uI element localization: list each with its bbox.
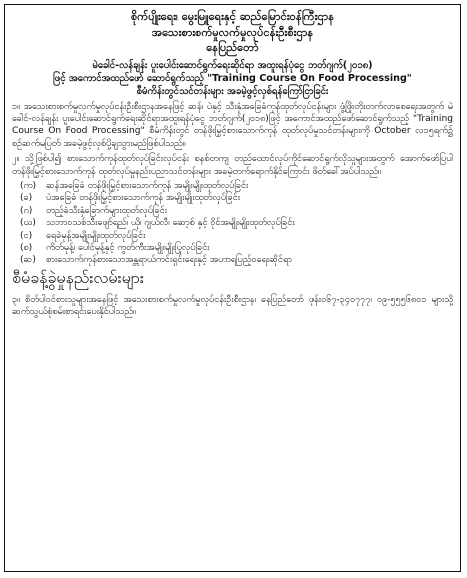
paragraph-1: ၁။ အသေးစားစက်မှုလက်မှုလုပ်ငန်းဦးစီးဌာနအနေဖြင့် ဆန်၊ ပဲနှင့် သီးနှံအခြေခံကုန်ထုတ်လုပ်ငန်းများ ဖွံ့ဖြိုးတိုးတက်လာစေရေးအတွက် မဲခေါင်-လန်ချန်း ပူးပေါင်းဆောင်ရွက်ရေးဆိုင်ရာအထူးရန်ပုံငွေ ဘတ်ဂျက်(၂၀၁၈)ဖြင့် အကောင်အထည်ဖော်ဆောင်ရွက်သည့် "Training Course On Food Processing" စီမံကိန်းတွင် တန်ဖိုးမြှင့်စားသောက်ကုန် ထုတ်လုပ်မှုသင်တန်းများကို October လ၁၅ရက်၌ စဉ်ဆက်မပြတ် အခမဲ့ဖွင့်လှစ်ပို့ချသွားမည်ဖြစ်ပါသည်။ bbox=[12, 101, 453, 149]
paragraph-2: ၂။ သို့ဖြစ်ပါ၍ စားသောက်ကုန်ထုတ်လုပ်ခြင်းလုပ်ငန်း စနစ်တကျ တည်ထောင်လုပ်ကိုင်ဆောင်ရွက်လိုသူများအတွက် အောက်ဖော်ပြပါ တန်ဖိုးမြှင့်စားသောက်ကုန် ထုတ်လုပ်မှုနည်းပညာသင်တန်းများ အခမဲ့တက်ရောက်နိုင်ကြောင်း ဖိတ်ခေါ်အပ်ပါသည်။ bbox=[12, 154, 453, 177]
list-marker: (ဃ) bbox=[20, 218, 36, 229]
list-marker: (ခ) bbox=[20, 193, 33, 204]
list-item bbox=[12, 230, 453, 242]
list-text: ကိတ်မုန့်၊ ပေါင်မုန့်နှင့် ကွတ်ကီးအမျိုးမျိုးပြုလုပ်ခြင်း bbox=[46, 242, 210, 253]
notice-box bbox=[4, 4, 461, 572]
subject-line-2: ဖြင့် အကောင်အထည်ဖော် ဆောင်ရွက်သည့် "Training Course On Food Processing" bbox=[53, 72, 412, 84]
list-text: သဘာဝသစ်သီးဖျော်ရည်၊ ယို၊ ဂျယ်လီ၊ ဆော့စ် နှင့် ဝိုင်အမျိုးမျိုးထုတ်လုပ်ခြင်း bbox=[46, 218, 295, 229]
list-text: စားသောက်ကုန်စားသောအန္တရာယ်ကင်းရှင်းရေးနှင့် အဟာရပြည့်ဝရေးဆိုင်ရာ bbox=[46, 255, 292, 266]
ministry-title: စိုက်ပျိုးရေး၊ မွေးမြူရေးနှင့် ဆည်မြောင်းဝန်ကြီးဌာန bbox=[130, 10, 335, 23]
list-text: ဆန်အခြေခံ တန်ဖိုးမြှင့်စားသောက်ကုန် အမျိုးမျိုးထုတ်လုပ်ခြင်း bbox=[46, 180, 249, 191]
course-list bbox=[12, 180, 453, 267]
city-title: နေပြည်တော် bbox=[206, 41, 259, 54]
list-item bbox=[12, 254, 453, 266]
subject-heading bbox=[12, 59, 453, 98]
paragraph-3: ၃။ စိတ်ပါဝင်စားသူများအနေဖြင့် အသေးစားစက်မှုလက်မှုလုပ်ငန်းဦးစီးဌာန၊ နေပြည်တော် ဖုန်း၀၆၇-၃၄၀၇၇၇၊ ၀၉-၅၅၅၆၈၀၁ များသို့ ဆက်သွယ်စုံစမ်းစာရင်းပေးနိုင်ပါသည်။ bbox=[12, 294, 453, 318]
list-text-continued: စီမံခန့်ခွဲမှုနည်းလမ်းများ bbox=[12, 267, 144, 287]
list-marker: (စ) bbox=[20, 242, 33, 253]
list-marker: (ဆ) bbox=[20, 255, 36, 266]
list-item bbox=[12, 180, 453, 192]
list-item bbox=[12, 217, 453, 229]
list-text: တည့်ခံသီးနှံခြောက်များထုတ်လုပ်ခြင်း bbox=[46, 205, 167, 216]
subject-line-3: စီမံကိန်းတွင်သင်တန်းများ အခမဲ့ဖွင့်လှစ်ရန်ကြော်ငြာခြင်း bbox=[136, 85, 329, 97]
list-item bbox=[12, 205, 453, 217]
list-marker: (ဂ) bbox=[20, 205, 33, 216]
list-marker: (က) bbox=[20, 180, 36, 191]
department-title: အသေးစားစက်မှုလက်မှုလုပ်ငန်းဦးစီးဌာန bbox=[151, 25, 314, 39]
list-item bbox=[12, 192, 453, 204]
list-item bbox=[12, 242, 453, 254]
list-text: ရေခဲမုန့်အမျိုးမျိုးထုတ်လုပ်ခြင်း bbox=[46, 230, 146, 241]
subject-line-1: မဲခေါင်-လန်ချန်း ပူးပေါင်းဆောင်ရွက်ရေးဆိုင်ရာ အထူးရန်ပုံငွေ ဘတ်ဂျက်(၂၀၁၈) bbox=[92, 59, 373, 71]
list-marker: (င) bbox=[20, 230, 33, 241]
list-text: ပဲအခြေခံ တန်ဖိုးမြှင့်စားသောက်ကုန် အမျိုးမျိုးထုတ်လုပ်ခြင်း bbox=[46, 193, 240, 204]
